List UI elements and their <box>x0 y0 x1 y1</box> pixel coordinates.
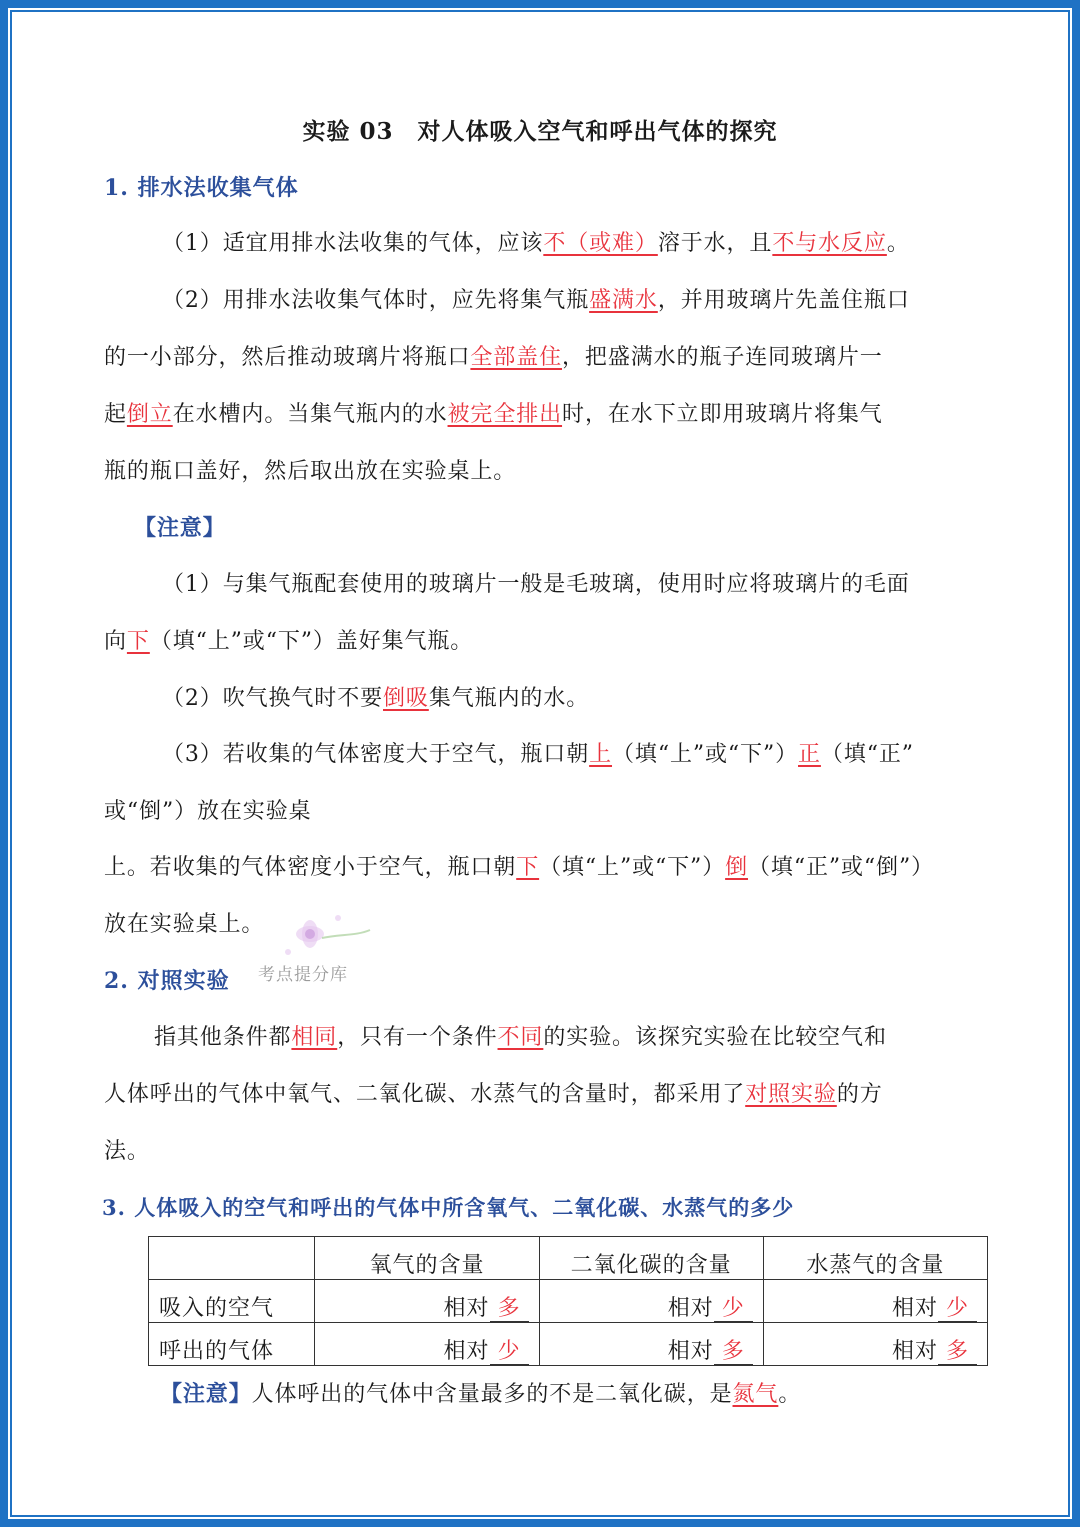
note3-line3 <box>104 848 980 888</box>
final-note <box>160 1374 980 1414</box>
answer-blank: 倒 <box>725 855 749 880</box>
text: 溶于水，且 <box>657 231 773 256</box>
watermark-text: 考点提分库 <box>258 965 348 984</box>
table-row <box>149 1323 988 1366</box>
text: （填“正” <box>820 742 914 767</box>
text: 。 <box>886 231 910 256</box>
note-heading-1 <box>104 508 980 548</box>
cell-prefix: 相对 <box>667 1296 714 1321</box>
s2-line2 <box>104 1075 980 1115</box>
note1-line2 <box>104 622 980 662</box>
note2 <box>104 679 980 719</box>
note-label: 【注意】 <box>134 515 226 541</box>
answer-blank: 正 <box>798 742 821 767</box>
text: 的方 <box>836 1082 883 1107</box>
cell-prefix: 相对 <box>891 1296 938 1321</box>
text: ，把盛满水的瓶子连同玻璃片一 <box>562 345 883 370</box>
text: （填“上”或“下”） <box>612 742 799 767</box>
note3-line2: 或“倒”）放在实验桌 <box>104 799 312 824</box>
answer-blank: 少 <box>938 1296 977 1322</box>
text: 时，在水下立即用玻璃片将集气 <box>562 402 883 427</box>
note-label: 【注意】 <box>160 1381 252 1407</box>
text: ，并用玻璃片先盖住瓶口 <box>657 288 910 313</box>
row-label: 呼出的气体 <box>149 1323 315 1366</box>
answer-blank: 多 <box>714 1339 753 1365</box>
section-2-heading: 2. 对照实验 <box>104 968 230 994</box>
answer-blank: 多 <box>938 1339 977 1365</box>
text: 。 <box>778 1382 802 1407</box>
answer-blank: 不同 <box>497 1025 544 1050</box>
table-header-row <box>149 1237 988 1280</box>
table-header-cell: 水蒸气的含量 <box>763 1237 987 1280</box>
s2-line3: 法。 <box>104 1139 150 1164</box>
table-header-cell <box>149 1237 315 1280</box>
note1-line1: （1）与集气瓶配套使用的玻璃片一般是毛玻璃，使用时应将玻璃片的毛面 <box>162 572 910 597</box>
answer-blank: 不（或难） <box>543 231 658 256</box>
answer-blank: 倒立 <box>126 402 173 427</box>
text: 在水槽内。当集气瓶内的水 <box>172 402 448 427</box>
text: 上。若收集的气体密度小于空气，瓶口朝 <box>104 855 517 880</box>
section-3-heading: 3. 人体吸入的空气和呼出的气体中所含氧气、二氧化碳、水蒸气的多少 <box>102 1195 795 1220</box>
answer-blank: 少 <box>490 1339 529 1365</box>
table-cell <box>539 1323 763 1366</box>
note3-line4: 放在实验桌上。 <box>104 912 265 937</box>
text: 起 <box>104 402 127 427</box>
table-cell <box>315 1323 539 1366</box>
answer-blank: 不与水反应 <box>772 231 887 256</box>
text: （3）若收集的气体密度大于空气，瓶口朝 <box>162 742 590 767</box>
text: 的一小部分，然后推动玻璃片将瓶口 <box>104 345 471 370</box>
answer-blank: 对照实验 <box>745 1082 837 1107</box>
section-1-heading: 1. 排水法收集气体 <box>104 175 299 201</box>
answer-blank: 被完全排出 <box>447 402 563 427</box>
text: （填“上”或“下”） <box>539 855 726 880</box>
table-cell <box>539 1280 763 1323</box>
answer-blank: 相同 <box>291 1025 338 1050</box>
answer-blank: 上 <box>589 742 613 767</box>
answer-blank: 倒吸 <box>383 686 429 711</box>
text: （1）适宜用排水法收集的气体，应该 <box>162 231 544 256</box>
text: 人体呼出的气体中氧气、二氧化碳、水蒸气的含量时，都采用了 <box>104 1082 746 1107</box>
text: 的实验。该探究实验在比较空气和 <box>543 1025 887 1050</box>
cell-prefix: 相对 <box>667 1339 714 1364</box>
answer-blank: 氮气 <box>732 1382 779 1407</box>
table-cell <box>315 1280 539 1323</box>
table-row <box>149 1280 988 1323</box>
table-header-cell: 二氧化碳的含量 <box>539 1237 763 1280</box>
cell-prefix: 相对 <box>443 1339 490 1364</box>
row-label: 吸入的空气 <box>149 1280 315 1323</box>
answer-blank: 全部盖住 <box>470 345 563 370</box>
text: 人体呼出的气体中含量最多的不是二氧化碳，是 <box>251 1382 733 1407</box>
cell-prefix: 相对 <box>891 1339 938 1364</box>
answer-blank: 少 <box>714 1296 753 1322</box>
flower-watermark-icon <box>270 900 380 960</box>
text: 向 <box>104 629 127 654</box>
page-title: 实验 03 对人体吸入空气和呼出气体的探究 <box>302 118 778 145</box>
cell-prefix: 相对 <box>443 1296 490 1321</box>
text: ，只有一个条件 <box>337 1025 498 1050</box>
text: （填“上”或“下”）盖好集气瓶。 <box>149 629 474 654</box>
table-cell <box>763 1280 987 1323</box>
s1-para2-line2 <box>104 338 980 378</box>
text: （2）吹气换气时不要 <box>162 686 383 711</box>
text: （填“正”或“倒”） <box>748 855 935 880</box>
table-cell <box>763 1323 987 1366</box>
s1-para2-line3 <box>104 395 980 435</box>
text: 指其他条件都 <box>154 1025 292 1050</box>
answer-blank: 盛满水 <box>589 288 658 313</box>
comparison-table <box>148 1236 988 1366</box>
answer-blank: 多 <box>490 1296 529 1322</box>
text: （2）用排水法收集气体时，应先将集气瓶 <box>162 288 590 313</box>
s1-para2-line4: 瓶的瓶口盖好，然后取出放在实验桌上。 <box>104 459 517 484</box>
answer-blank: 下 <box>126 629 150 654</box>
s2-line1 <box>104 1018 980 1058</box>
s1-para2-line1 <box>104 281 980 321</box>
text: 集气瓶内的水。 <box>428 686 590 711</box>
table-header-cell: 氧气的含量 <box>315 1237 539 1280</box>
s1-para1 <box>104 224 980 264</box>
note3-line1 <box>104 735 980 775</box>
answer-blank: 下 <box>516 855 540 880</box>
